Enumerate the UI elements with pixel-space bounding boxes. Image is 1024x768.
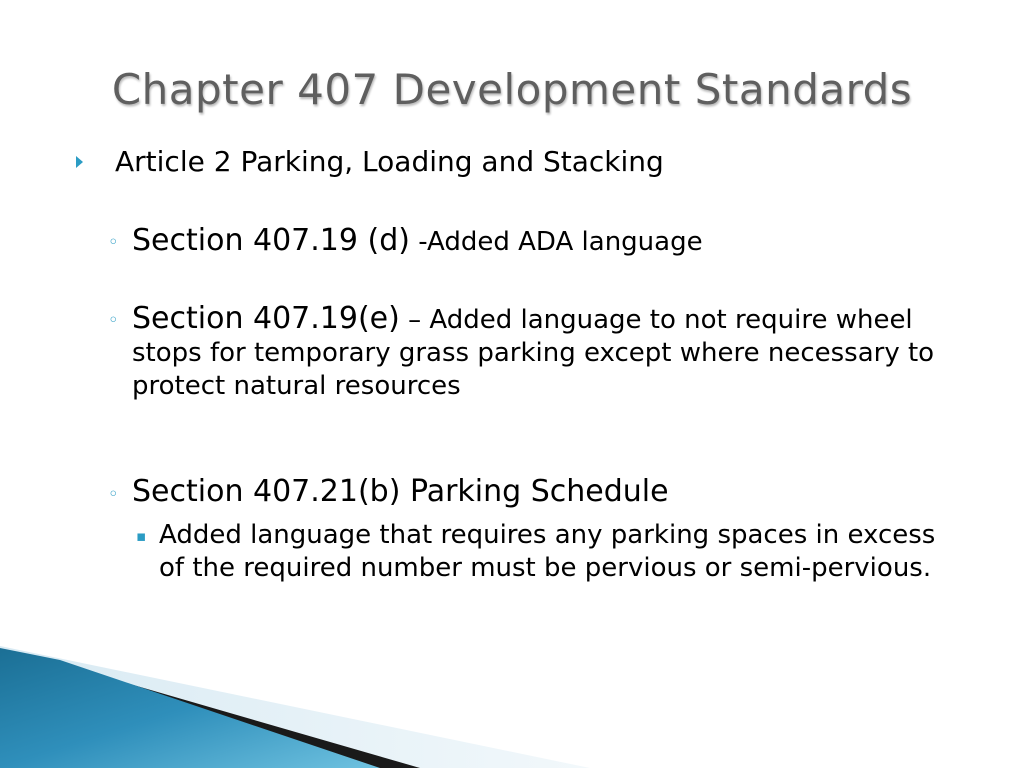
circle-bullet-icon: ◦ xyxy=(108,484,119,505)
section-item xyxy=(132,224,962,259)
section-text: – Added language to not require wheel stops for temporary grass parking except where necessary to protect natural resources xyxy=(132,305,935,401)
arrow-bullet-icon xyxy=(76,156,83,168)
circle-bullet-icon: ◦ xyxy=(108,232,119,253)
decor-blue-wedge xyxy=(0,648,380,768)
section-item xyxy=(132,475,962,510)
section-label: Section 407.21(b) Parking Schedule xyxy=(132,474,669,509)
dot-bullet-icon: ▪ xyxy=(136,527,147,545)
circle-bullet-icon: ◦ xyxy=(108,310,119,331)
subitem-text: Added language that requires any parking spaces in excess of the required number must be pervious or semi-pervious. xyxy=(159,520,936,583)
section-item xyxy=(132,302,962,403)
article-heading: Article 2 Parking, Loading and Stacking xyxy=(115,145,664,178)
slide-title: Chapter 407 Development Standards xyxy=(111,65,913,114)
section-label: Section 407.19 (d) xyxy=(132,223,410,258)
section-label: Section 407.19(e) xyxy=(132,301,400,336)
section-text: -Added ADA language xyxy=(409,227,703,257)
